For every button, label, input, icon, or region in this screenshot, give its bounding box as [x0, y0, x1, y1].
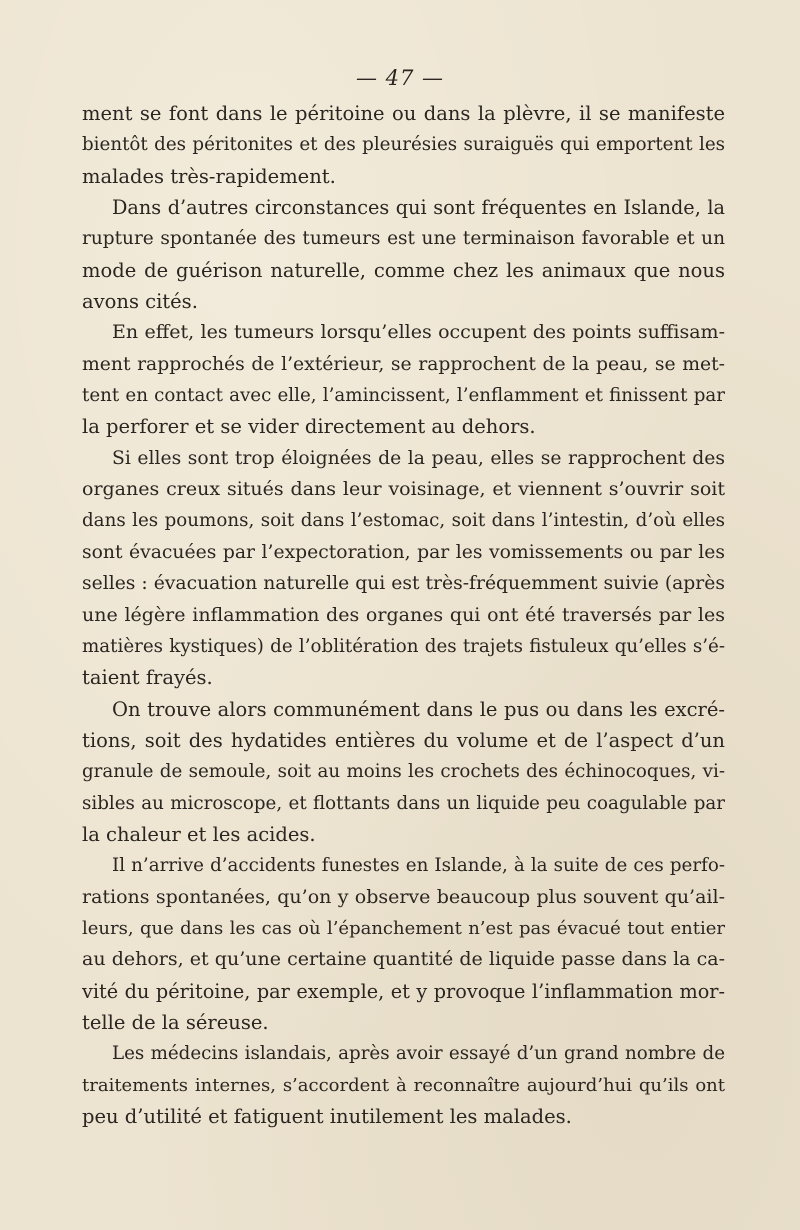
text-line: ment se font dans le péritoine ou dans la plèvre, il se manifeste [82, 102, 725, 125]
text-line: On trouve alors communément dans le pus ou dans les excré- [112, 697, 725, 721]
text-line: Il n’arrive d’accidents funestes en Islande, à la suite de ces perfo- [112, 855, 725, 877]
text-line: granule de semoule, soit au moins les crochets des échinocoques, vi- [82, 761, 725, 783]
text-line: avons cités. [82, 290, 198, 314]
text-line: bientôt des péritonites et des pleurésies suraiguës qui emportent les [82, 134, 725, 156]
text-line: sibles au microscope, et flottants dans un liquide peu coagulable par [82, 792, 725, 814]
text-line: taient frayés. [82, 666, 213, 690]
text-line: la chaleur et les acides. [82, 822, 316, 846]
text-line: dans les poumons, soit dans l’estomac, soit dans l’intestin, d’où elles [82, 510, 725, 532]
text-line: Dans d’autres circonstances qui sont fréquentes en Islande, la [112, 196, 725, 220]
text-line: telle de la séreuse. [82, 1010, 269, 1034]
text-line: malades très-rapidement. [82, 164, 336, 188]
text-line: matières kystiques) de l’oblitération des trajets fistuleux qu’elles s’é- [82, 635, 725, 657]
text-line: mode de guérison naturelle, comme chez les animaux que nous [82, 258, 725, 282]
text-line: En effet, les tumeurs lorsqu’elles occupent des points suffisam- [112, 321, 725, 344]
text-line: rations spontanées, qu’on y observe beaucoup plus souvent qu’ail- [82, 885, 725, 908]
text-line: vité du péritoine, par exemple, et y provoque l’inflammation mor- [82, 979, 725, 1003]
text-line: Si elles sont trop éloignées de la peau, elles se rapprochent des [112, 447, 725, 469]
text-line: la perforer et se vider directement au dehors. [82, 415, 536, 439]
page-number: — 47 — [355, 66, 445, 90]
text-line: tions, soit des hydatides entières du volume et de l’aspect d’un [82, 728, 725, 752]
text-line: ment rapprochés de l’extérieur, se rapprochent de la peau, se met- [82, 353, 725, 375]
text-line: une légère inflammation des organes qui ont été traversés par les [82, 603, 725, 626]
text-line: sont évacuées par l’expectoration, par les vomissements ou par les [82, 541, 725, 563]
text-line: traitements internes, s’accordent à reconnaître aujourd’hui qu’ils ont [82, 1074, 725, 1096]
body-text [82, 98, 725, 1132]
text-line: selles : évacuation naturelle qui est très-fréquemment suivie (après [82, 573, 725, 595]
text-line: tent en contact avec elle, l’amincissent, l’enflamment et finissent par [82, 385, 725, 407]
text-line: leurs, que dans les cas où l’épanchement n’est pas évacué tout entier [82, 917, 725, 939]
text-line: Les médecins islandais, après avoir essayé d’un grand nombre de [112, 1043, 725, 1065]
text-line: peu d’utilité et fatiguent inutilement les malades. [82, 1105, 572, 1128]
text-line: au dehors, et qu’une certaine quantité de liquide passe dans la ca- [82, 948, 725, 971]
text-line: rupture spontanée des tumeurs est une terminaison favorable et un [82, 228, 725, 250]
text-line: organes creux situés dans leur voisinage, et viennent s’ouvrir soit [82, 478, 725, 501]
